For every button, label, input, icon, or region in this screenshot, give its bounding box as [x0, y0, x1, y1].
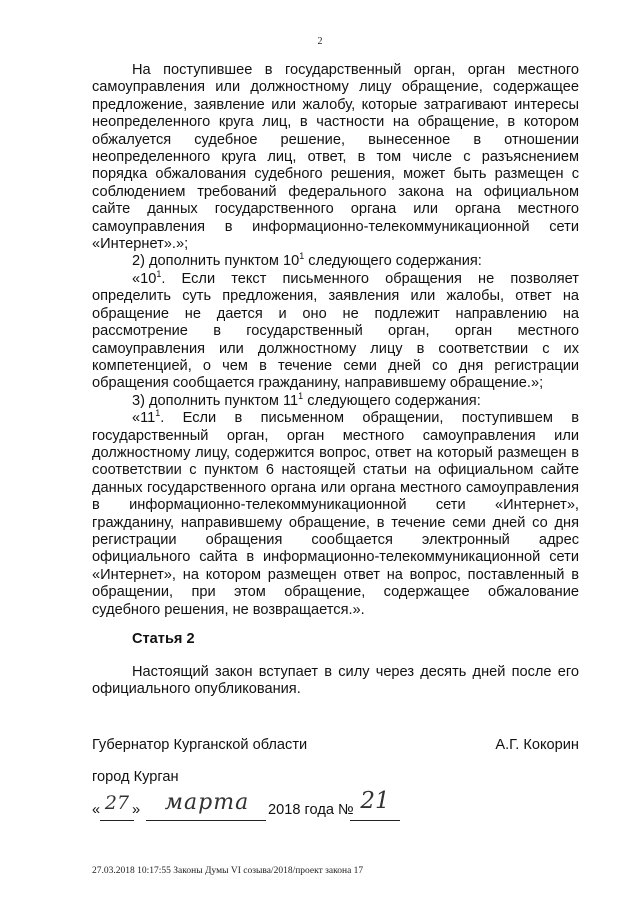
item-2-text: 2) дополнить пунктом 10 — [132, 253, 300, 270]
number-underline — [350, 820, 400, 821]
point-10-1-superscript: 1 — [156, 268, 162, 279]
amendment-text — [92, 62, 579, 619]
paragraph-response-publication: На поступившее в государственный орган, орган местного самоуправления или должностному лицу обращение, содержащее предложение, заявление или жалобу, которые затрагивают интересы неопределенного круга лиц, в частности на обращение, в котором обжалуется судебное решение, вынесенное в отношении неопределенного круга лиц, ответ, в том числе с разъяснением порядка обжалования судебного решения, может быть размещен с соблюдением требований федерального закона на официальном сайте данных государственного органа или органа местного самоуправления в информационно-телекоммуникационной сети «Интернет».»; — [92, 62, 579, 253]
day-underline — [100, 820, 134, 821]
point-10-1-number: «10 — [132, 270, 157, 287]
governor-title: Губернатор Курганской области — [92, 737, 308, 753]
item-3-tail: следующего содержания: — [303, 392, 481, 409]
paragraph-item-2 — [92, 253, 579, 270]
item-3-superscript: 1 — [298, 390, 304, 401]
point-11-1-text: . Если в письменном обращении, поступившем в государственный орган, орган местного самоуправления или должностному лицу, содержится вопрос, ответ на который размещен в соответствии с пунктом 6 настоящей статьи на официальном сайте данных государственного органа или органа местного самоуправления в информационно-телекоммуникационной сети «Интернет», гражданину, направившему обращение, в течение семи дней со дня регистрации обращения сообщается электронный адрес официального сайта в информационно-телекоммуникационной сети «Интернет», на котором размещен ответ на вопрос, поставленный в обращении, при этом обращение, содержащее обжалование судебного решения, не возвращается.». — [92, 410, 579, 618]
footer-metadata: 27.03.2018 10:17:55 Законы Думы VI созыва/2018/проект закона 17 — [92, 866, 364, 876]
city-line: город Курган — [92, 769, 179, 785]
date-quote-close: » — [132, 802, 141, 818]
entry-into-force-paragraph: Настоящий закон вступает в силу через десять дней после его официального опубликования. — [92, 664, 579, 698]
point-11-1-superscript: 1 — [155, 408, 161, 419]
month-underline — [146, 820, 266, 821]
paragraph-point-10-1 — [92, 268, 579, 393]
governor-name: А.Г. Кокорин — [495, 737, 579, 753]
date-line — [92, 788, 412, 832]
item-2-superscript: 1 — [299, 251, 305, 262]
item-3-text: 3) дополнить пунктом 11 — [132, 392, 299, 409]
item-2-tail: следующего содержания: — [304, 253, 482, 270]
article-2-heading: Статья 2 — [132, 631, 195, 647]
law-number-handwritten: 21 — [360, 788, 390, 814]
page-number: 2 — [317, 36, 323, 47]
date-year-text: 2018 года № — [268, 802, 354, 818]
date-quote-open: « — [92, 802, 101, 818]
signature-block — [92, 737, 579, 757]
paragraph-point-11-1 — [92, 410, 579, 619]
paragraph-item-3 — [92, 390, 579, 410]
date-day-handwritten: 27 — [104, 792, 130, 814]
article-2-body — [92, 664, 579, 699]
point-10-1-text: . Если текст письменного обращения не позволяет определить суть предложения, заявления или жалобы, ответ на обращение не дается и оно не подлежит направлению на рассмотрение в государственный орган, орган местного самоуправления или должностному лицу в соответствии с их компетенцией, о чем в течение семи дней со дня регистрации обращения сообщается гражданину, направившему обращение.»; — [92, 270, 579, 392]
date-month-handwritten: марта — [164, 790, 250, 815]
point-11-1-number: «11 — [132, 410, 156, 427]
